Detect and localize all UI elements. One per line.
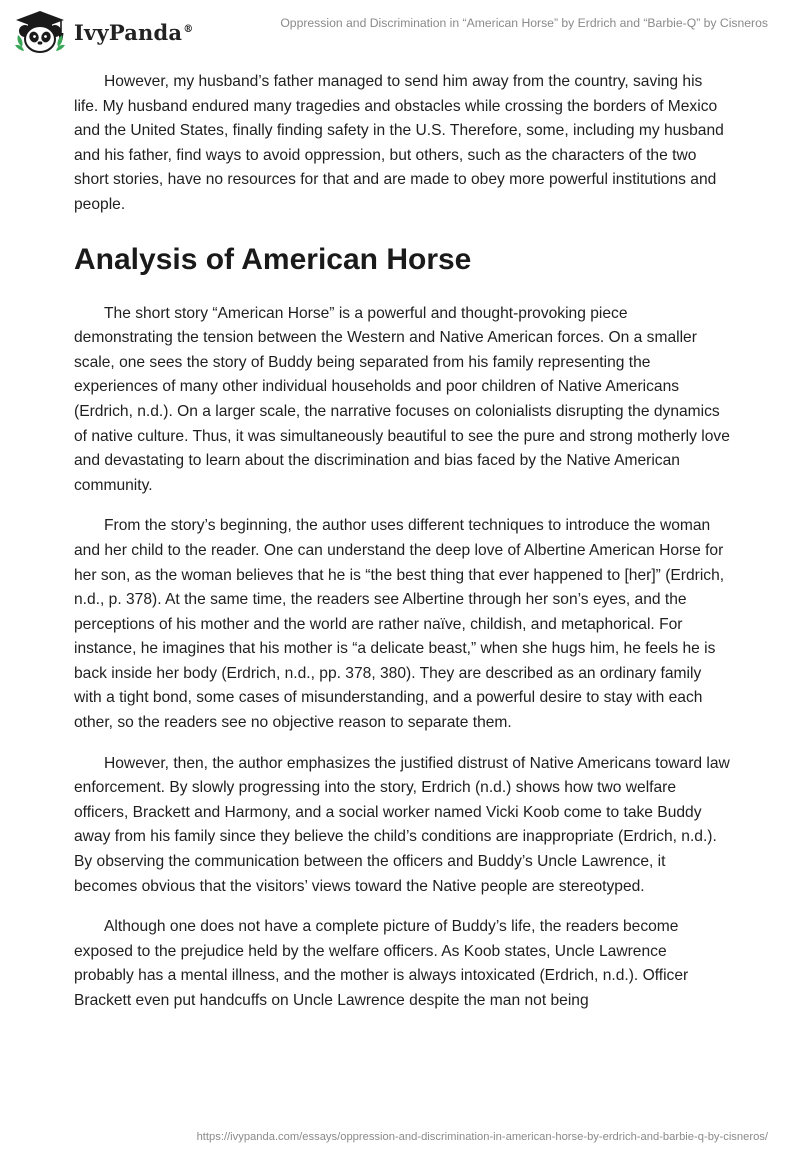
- panda-graduate-icon: [14, 9, 66, 55]
- document-title: Oppression and Discrimination in “American Horse” by Erdrich and “Barbie-Q” by Cisneros: [280, 16, 768, 30]
- essay-content: [74, 70, 730, 1030]
- paragraph: However, my husband’s father managed to send him away from the country, saving his life. My husband endured many tragedies and obstacles while crossing the borders of Mexico and the United States, finally finding safety in the U.S. Therefore, some, including my husband and his father, find ways to avoid oppression, but others, such as the characters of the two short stories, have no resources for that and are made to obey more powerful institutions and people.: [74, 73, 724, 213]
- ivypanda-logo[interactable]: [14, 9, 193, 55]
- paragraph: However, then, the author emphasizes the justified distrust of Native Americans toward law enforcement. By slowly progressing into the story, Erdrich (n.d.) shows how two welfare officers, Brackett and Harmony, and a social worker named Vicki Koob come to take Buddy away from his family since they believe the child’s conditions are inappropriate (Erdrich, n.d.). By observing the communication between the officers and Buddy’s Uncle Lawrence, it becomes obvious that the visitors’ views toward the Native people are stereotyped.: [74, 754, 730, 895]
- page-header: [0, 0, 800, 64]
- paragraph: From the story’s beginning, the author uses different techniques to introduce the woman and her child to the reader. One can understand the deep love of Albertine American Horse for her son, as the woman believes that he is “the best thing that ever happened to [her]” (Erdrich, n.d., p. 378). At the same time, the readers see Albertine through her son’s eyes, and the perceptions of his mother and the world are rather naïve, childish, and metaphorical. For instance, he imagines that his mother is “a delicate beast,” when she hugs him, he feels he is back inside her body (Erdrich, n.d., pp. 378, 380). They are described as an ordinary family with a tight bond, some cases of misunderstanding, and a powerful desire to stay with each other, so the readers see no objective reason to separate them.: [74, 517, 725, 732]
- logo-text: IvyPanda®: [74, 19, 194, 45]
- section-heading: Analysis of American Horse: [74, 242, 472, 276]
- source-url[interactable]: https://ivypanda.com/essays/oppression-and-discrimination-in-american-horse-by-erdrich-and-barbie-q-by-cisneros/: [196, 1131, 768, 1143]
- registered-mark: ®: [183, 23, 194, 35]
- paragraph: The short story “American Horse” is a powerful and thought-provoking piece demonstrating the tension between the Western and Native American forces. On a smaller scale, one sees the story of Buddy being separated from his family representing the experiences of many other individual households and poor children of Native Americans (Erdrich, n.d.). On a larger scale, the narrative focuses on colonialists disrupting the dynamics of native culture. Thus, it was simultaneously beautiful to see the pure and strong motherly love and devastating to learn about the discrimination and bias faced by the Native American community.: [74, 304, 730, 494]
- paragraph: Although one does not have a complete picture of Buddy’s life, the readers become exposed to the prejudice held by the welfare officers. As Koob states, Uncle Lawrence probably has a mental illness, and the mother is always intoxicated (Erdrich, n.d.). Officer Brackett even put handcuffs on Uncle Lawrence despite the man not being: [74, 918, 689, 1009]
